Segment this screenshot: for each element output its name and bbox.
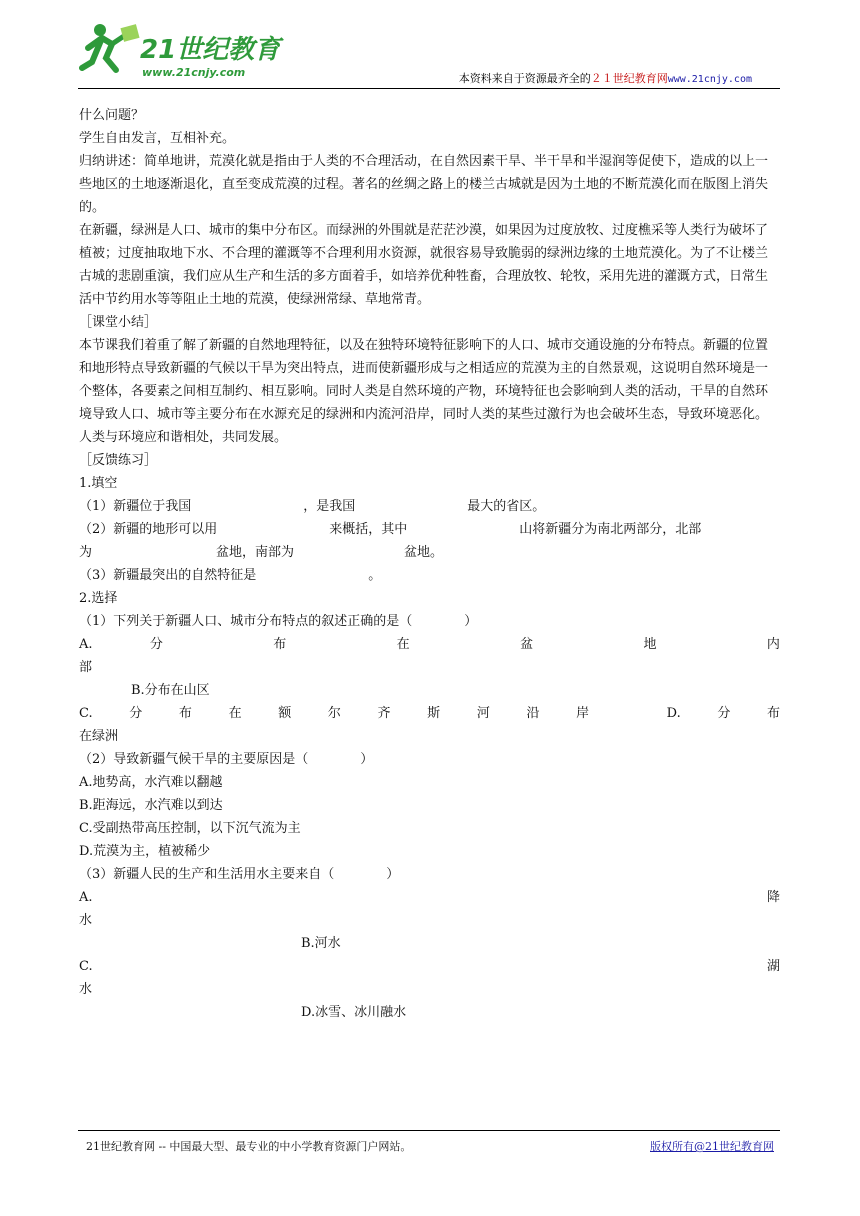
note-prefix: 本资料来自于资源最齐全的 [458, 72, 591, 85]
header-source-note [459, 70, 752, 86]
logo-21cnjy [78, 18, 298, 82]
footer-divider [78, 1130, 780, 1131]
footer-text: 21世纪教育网 -- 中国最大型、最专业的中小学教育资源门户网站。 [86, 1140, 412, 1153]
q1-option-cd [79, 702, 780, 725]
q2-option-c: C.受副热带高压控制，以下沉气流为主 [79, 821, 301, 836]
q1-option-d-tail: 在绿洲 [79, 729, 119, 744]
q3-option-c: C. 湖 [79, 959, 780, 974]
paragraph: 学生自由发言，互相补充。 [79, 131, 236, 146]
note-url-link[interactable]: www.21cnjy.com [667, 74, 752, 85]
q2-option-b: B.距海远，水汽难以到达 [79, 798, 223, 813]
q1-option-a-tail: 部 [79, 660, 93, 675]
paragraph: 归纳讲述：简单地讲，荒漠化就是指由于人类的不合理活动，在自然因素干旱、半干旱和半湿润等促使下，造成的以上一些地区的土地逐渐退化，直至变成荒漠的过程。著名的丝绸之路上的楼兰古城就是因为土地的不断荒漠化而在版图上消失的。 [79, 154, 769, 215]
note-brand: ２１世纪教育网 [590, 72, 668, 85]
fill-question-2: （2）新疆的地形可以用 来概括，其中 山将新疆分为南北两部分，北部 [79, 522, 702, 537]
document-body [79, 104, 780, 1024]
paragraph: 在新疆，绿洲是人口、城市的集中分布区。而绿洲的外围就是茫茫沙漠，如果因为过度放牧、过度樵采等人类行为破坏了植被；过度抽取地下水、不合理的灌溉等不合理利用水资源，就很容易导致脆弱的绿洲边缘的土地荒漠化。为了不让楼兰古城的悲剧重演，我们应从生产和生活的多方面着手，如培养优种牲畜，合理放牧、轮牧，采用先进的灌溉方式，日常生活中节约用水等等阻止土地的荒漠，使绿洲常绿、草地常青。 [79, 223, 769, 307]
q1-option-c: C.分布在额尔齐斯河沿岸 [79, 706, 626, 721]
paragraph: 什么问题？ [79, 108, 145, 123]
summary-paragraph: 本节课我们着重了解了新疆的自然地理特征，以及在独特环境特征影响下的人口、城市交通设施的分布特点。新疆的位置和地形特点导致新疆的气候以干旱为突出特点，进而使新疆形成与之相适应的荒漠为主的自然景观，这说明自然环境是一个整体，各要素之间相互制约、相互影响。同时人类是自然环境的产物，环境特征也会影响到人类的活动，干旱的自然环境导致人口、城市等主要分布在水源充足的绿洲和内流河沿岸，同时人类的某些过激行为也会破坏生态，导致环境恶化。人类与环境应和谐相处，共同发展。 [79, 338, 769, 445]
choice-title: 2.选择 [79, 591, 118, 606]
section-title-feedback: ［反馈练习］ [79, 453, 158, 468]
q1-option-a: A. 分 布 在 盆 地 内 [79, 637, 780, 652]
fill-question-1: （1）新疆位于我国 ，是我国 最大的省区。 [79, 499, 546, 514]
q2-option-a: A.地势高，水汽难以翻越 [79, 775, 223, 790]
footer-copyright-link[interactable]: 版权所有@21世纪教育网 [650, 1140, 774, 1153]
q3-option-d: D.冰雪、冰川融水 [301, 1005, 407, 1020]
q3-option-b: B.河水 [301, 936, 341, 951]
runner-logo-icon [82, 24, 140, 70]
q1-option-d: D.分布 [666, 706, 781, 721]
q2-option-d: D.荒漠为主，植被稀少 [79, 844, 211, 859]
svg-text:www.21cnjy.com: www.21cnjy.com [142, 66, 246, 79]
fill-title: 1.填空 [79, 476, 118, 491]
choice-question-2: （2）导致新疆气候干旱的主要原因是（ ） [79, 752, 374, 767]
q3-option-a: A. 降 [79, 890, 780, 905]
choice-question-3: （3）新疆人民的生产和生活用水主要来自（ ） [79, 867, 400, 882]
q3-option-c-tail: 水 [79, 982, 93, 997]
choice-question-1: （1）下列关于新疆人口、城市分布特点的叙述正确的是（ ） [79, 614, 478, 629]
q3-option-a-tail: 水 [79, 913, 93, 928]
svg-text:21世纪教育: 21世纪教育 [140, 35, 281, 65]
fill-question-3: （3）新疆最突出的自然特征是 。 [79, 568, 382, 583]
page-header [78, 18, 780, 88]
header-divider [78, 88, 780, 89]
fill-question-2-cont: 为 盆地，南部为 盆地。 [79, 545, 444, 560]
q1-option-b: B.分布在山区 [131, 683, 210, 698]
section-title-summary: ［课堂小结］ [79, 315, 158, 330]
